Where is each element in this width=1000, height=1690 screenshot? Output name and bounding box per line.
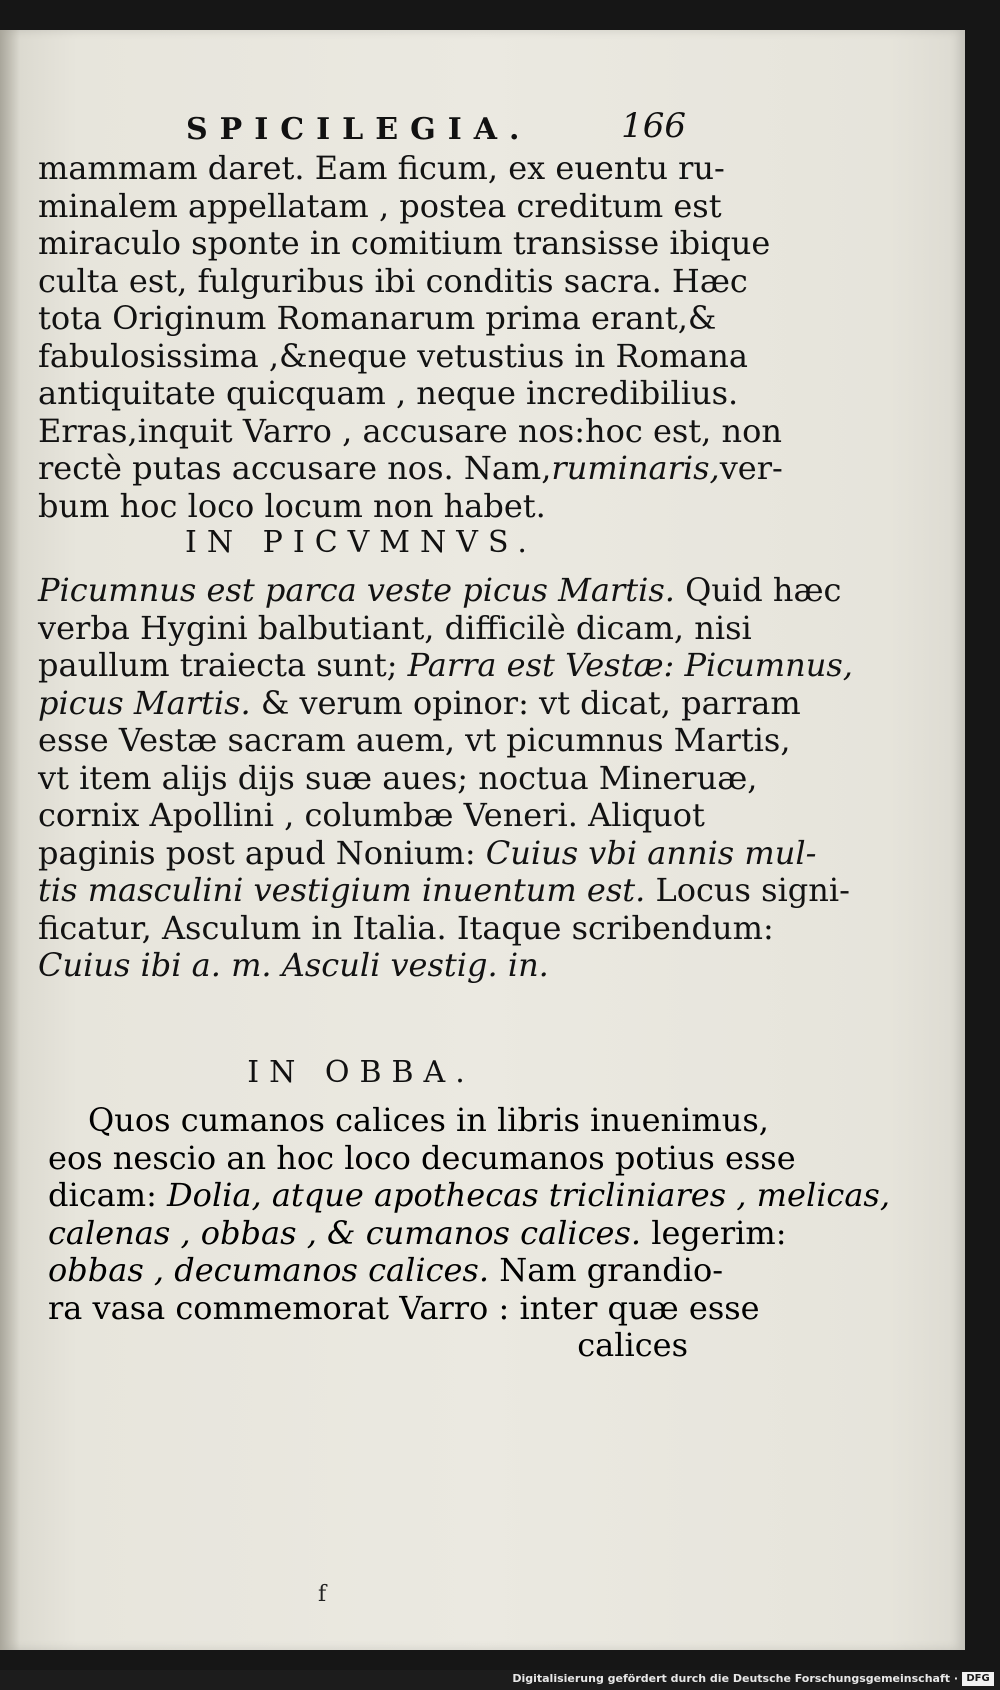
italic-quote: Parra est Vestæ: Picumnus, (407, 646, 853, 684)
text-line: Quos cumanos calices in libris inuenimus, (88, 1101, 769, 1139)
text-line (38, 871, 850, 910)
text-run: paginis post apud Nonium: (38, 833, 486, 872)
signature-mark: f (318, 1582, 327, 1607)
section-heading: IN OBBA. (247, 1055, 475, 1090)
text-line: bum hoc loco locum non habet. (38, 486, 546, 525)
page-number: 166 (621, 106, 686, 146)
text-line: ra vasa commemorat Varro : inter quæ esse (48, 1288, 760, 1327)
running-head: SPICILEGIA. (186, 112, 532, 147)
text-line (38, 449, 783, 488)
text-run: Locus signi- (645, 871, 850, 909)
text-line: minalem appellatam , postea creditum est (38, 186, 722, 225)
text-run: legerim: (641, 1213, 787, 1252)
text-line (38, 646, 853, 685)
text-line: mammam daret. Eam ficum, ex euentu ru- (38, 149, 725, 187)
text-line (48, 1213, 787, 1253)
text-line (38, 571, 842, 610)
text-line: tota Originum Romanarum prima erant,& (38, 299, 717, 337)
text-line: antiquitate quicquam , neque incredibilius. (38, 374, 739, 412)
text-line: miraculo sponte in comitium transisse ibique (38, 224, 771, 262)
dfg-logo: DFG (962, 1672, 994, 1686)
paragraph-ruminalis (38, 149, 783, 525)
text-run: paullum traiecta sunt; (38, 646, 408, 684)
italic-quote: Dolia, atque apothecas tricliniares , melicas, (167, 1176, 891, 1214)
text-line: cornix Apollini , columbæ Veneri. Aliquot (38, 796, 705, 834)
italic-quote: Cuius ibi a. m. Asculi vestig. in. (38, 946, 549, 984)
text-line: ficatur, Asculum in Italia. Itaque scribendum: (38, 908, 774, 947)
text-run: Nam grandio- (489, 1251, 724, 1289)
page-header (186, 106, 686, 152)
italic-quote: tis masculini vestigium inuentum est. (38, 871, 646, 909)
italic-quote: picus Martis. (38, 683, 251, 722)
catchword: calices (577, 1326, 688, 1364)
text-line: eos nescio an hoc loco decumanos potius esse (48, 1138, 796, 1177)
text-line: Erras,inquit Varro , accusare nos:hoc est, non (38, 411, 782, 450)
text-run: rectè putas accusare nos. Nam, (38, 449, 552, 487)
text-run: & verum opinor: vt dicat, parram (250, 683, 801, 722)
italic-quote: Cuius vbi annis mul- (485, 833, 817, 872)
italic-quote: Picumnus est parca veste picus Martis. (38, 571, 675, 609)
text-line (38, 833, 817, 873)
italic-word: ruminaris, (551, 449, 720, 487)
text-run: dicam: (48, 1176, 168, 1214)
text-line (48, 1176, 891, 1215)
italic-quote: obbas , decumanos calices. (48, 1251, 490, 1289)
italic-quote: calenas , obbas , & cumanos calices. (48, 1213, 642, 1252)
text-line: vt item alijs dijs suæ aues; noctua Mineruæ, (38, 758, 758, 797)
page-gutter-shadow (0, 30, 20, 1650)
text-line (38, 683, 801, 723)
text-run: ver- (719, 449, 783, 487)
text-line (38, 947, 684, 985)
text-line: verba Hygini balbutiant, difficilè dicam, nisi (38, 608, 752, 647)
paragraph-obba (48, 1101, 891, 1365)
text-line (48, 1251, 724, 1290)
section-heading: IN PICVMNVS. (185, 525, 537, 560)
text-run: Quid hæc (674, 571, 842, 609)
text-line: fabulosissima ,&neque vetustius in Romana (38, 336, 748, 375)
text-line: esse Vestæ sacram auem, vt picumnus Martis, (38, 721, 791, 759)
text-line: culta est, fulguribus ibi conditis sacra. Hæc (38, 261, 748, 300)
dfg-credit: Digitalisierung gefördert durch die Deutsche Forschungsgemeinschaft · (512, 1672, 958, 1685)
paragraph-picumnus (38, 571, 853, 985)
